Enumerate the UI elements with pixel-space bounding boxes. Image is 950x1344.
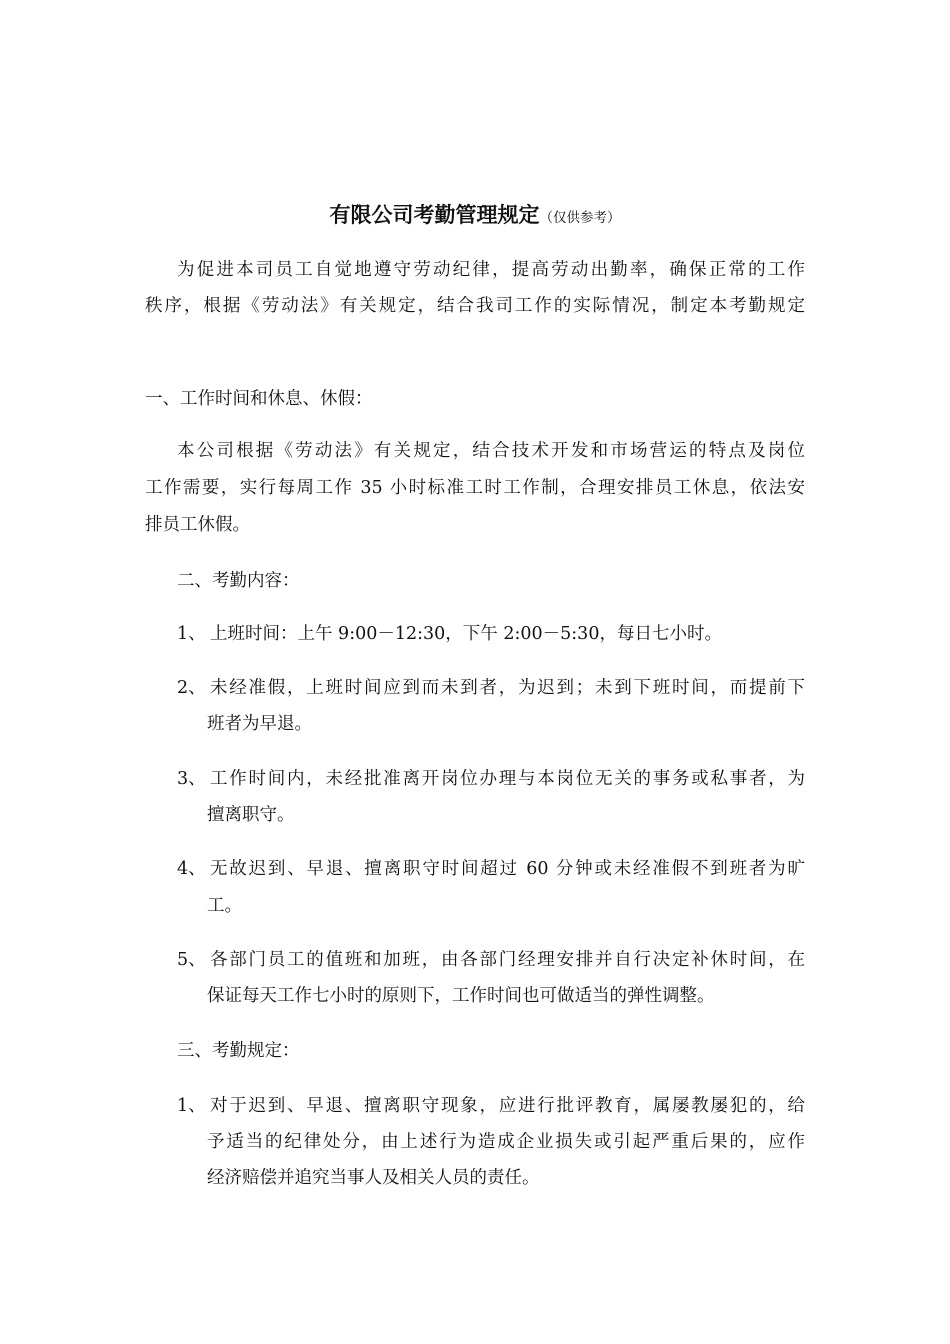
intro-line-1: 为促进本司员工自觉地遵守劳动纪律，提高劳动出勤率，确保正常的工作	[177, 260, 805, 280]
section2-item-number: 4、	[177, 859, 206, 879]
section2-item-number: 5、	[177, 950, 206, 970]
section2-item-number: 3、	[177, 769, 206, 789]
document-title	[0, 199, 950, 229]
section3-item-number: 1、	[177, 1096, 206, 1116]
section1-line-2: 工作需要，实行每周工作 35 小时标准工时工作制，合理安排员工休息，依法安	[145, 478, 805, 498]
section1-line-1: 本公司根据《劳动法》有关规定，结合技术开发和市场营运的特点及岗位	[177, 441, 805, 461]
section2-item-number: 1、	[177, 624, 206, 644]
section3-heading: 三、考勤规定：	[177, 1041, 300, 1061]
title-note: （仅供参考）	[539, 210, 621, 226]
section2-item-5-line-1: 各部门员工的值班和加班，由各部门经理安排并自行决定补休时间，在	[210, 950, 805, 970]
section1-line-3: 排员工休假。	[145, 515, 250, 535]
section3-item-1-line-1: 对于迟到、早退、擅离职守现象，应进行批评教育，属屡教屡犯的，给	[210, 1096, 805, 1116]
section3-item-1-line-3: 经济赔偿并追究当事人及相关人员的责任。	[207, 1168, 540, 1188]
section2-item-3-line-1: 工作时间内，未经批准离开岗位办理与本岗位无关的事务或私事者，为	[210, 769, 805, 789]
section2-item-2-line-2: 班者为早退。	[207, 714, 312, 734]
section2-heading: 二、考勤内容：	[177, 571, 300, 591]
section2-item-3-line-2: 擅离职守。	[207, 805, 295, 825]
section2-item-1-line-1: 上班时间：上午 9:00－12:30，下午 2:00－5:30，每日七小时。	[210, 624, 722, 644]
section1-heading: 一、工作时间和休息、休假：	[145, 389, 373, 409]
section3-item-1-line-2: 予适当的纪律处分，由上述行为造成企业损失或引起严重后果的，应作	[207, 1132, 805, 1152]
title-main: 有限公司考勤管理规定	[329, 203, 540, 227]
section2-item-4-line-2: 工。	[207, 896, 242, 916]
section2-item-5-line-2: 保证每天工作七小时的原则下，工作时间也可做适当的弹性调整。	[207, 986, 715, 1006]
intro-line-2: 秩序，根据《劳动法》有关规定，结合我司工作的实际情况，制定本考勤规定	[145, 296, 805, 316]
section2-item-4-line-1: 无故迟到、早退、擅离职守时间超过 60 分钟或未经准假不到班者为旷	[210, 859, 805, 879]
section2-item-number: 2、	[177, 678, 206, 698]
section2-item-2-line-1: 未经准假，上班时间应到而未到者，为迟到；未到下班时间，而提前下	[210, 678, 805, 698]
